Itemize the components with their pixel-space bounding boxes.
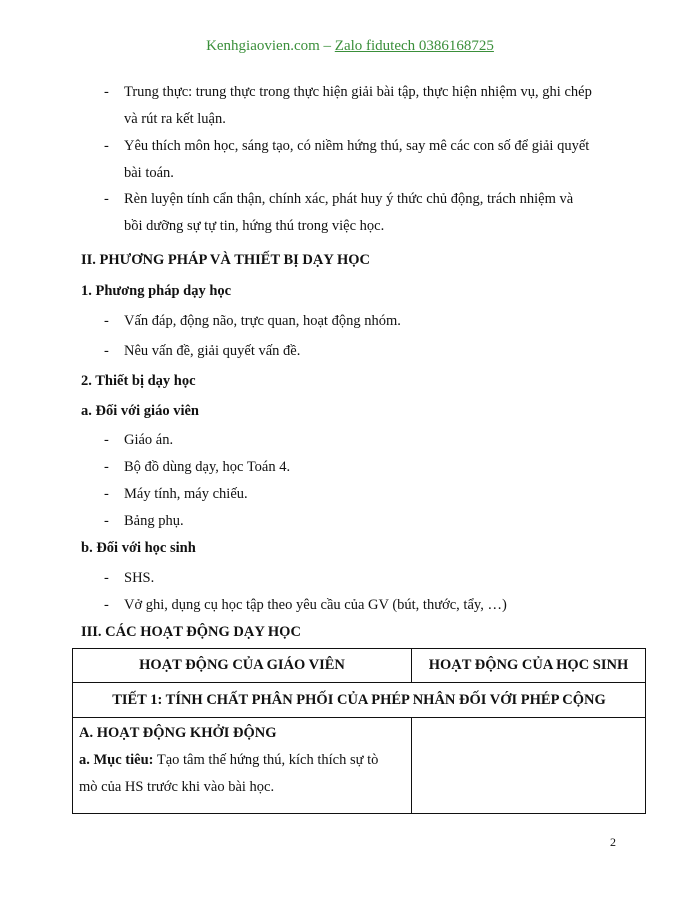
goal-line-1	[79, 747, 405, 774]
list-item: SHS.	[124, 570, 155, 586]
teacher-activity-cell	[73, 718, 412, 814]
list-item-cont: bài toán.	[124, 165, 174, 181]
goal-line-2: mò của HS trước khi vào bài học.	[79, 779, 275, 795]
bullet-dash: -	[104, 313, 109, 329]
subsection-methods: 1. Phương pháp dạy học	[81, 283, 232, 299]
activities-table	[72, 648, 646, 814]
page-number: 2	[610, 835, 616, 849]
list-item: Vở ghi, dụng cụ học tập theo yêu cầu của GV (bút, thước, tẩy, …)	[124, 597, 507, 613]
list-item-cont: bồi dưỡng sự tự tin, hứng thú trong việc học.	[124, 218, 385, 234]
student-equipment-title: b. Đối với học sinh	[81, 540, 196, 556]
list-item: Giáo án.	[124, 432, 174, 448]
bullet-dash: -	[104, 138, 109, 154]
teacher-equipment-title: a. Đối với giáo viên	[81, 403, 199, 419]
list-item: Trung thực: trung thực trong thực hiện giải bài tập, thực hiện nhiệm vụ, ghi chép	[124, 84, 592, 100]
list-item: Bảng phụ.	[124, 513, 184, 529]
list-item: Vấn đáp, động não, trực quan, hoạt động nhóm.	[124, 313, 401, 329]
list-item: Bộ đồ dùng dạy, học Toán 4.	[124, 459, 291, 475]
header-contact: Zalo fidutech 0386168725	[334, 38, 494, 54]
subsection-equipment: 2. Thiết bị dạy học	[81, 373, 196, 389]
list-item: Máy tính, máy chiếu.	[124, 486, 248, 502]
bullet-dash: -	[104, 459, 109, 475]
bullet-dash: -	[104, 597, 109, 613]
list-item-cont: và rút ra kết luận.	[124, 111, 226, 127]
bullet-dash: -	[104, 513, 109, 529]
col-header-teacher: HOẠT ĐỘNG CỦA GIÁO VIÊN	[73, 649, 412, 683]
section-2-title: II. PHƯƠNG PHÁP VÀ THIẾT BỊ DẠY HỌC	[81, 252, 370, 268]
activity-title: A. HOẠT ĐỘNG KHỞI ĐỘNG	[79, 725, 277, 741]
bullet-dash: -	[104, 191, 109, 207]
section-3-title: III. CÁC HOẠT ĐỘNG DẠY HỌC	[81, 624, 301, 640]
header-site: Kenhgiaovien.com	[206, 38, 320, 54]
page-header	[0, 38, 700, 55]
header-separator: –	[319, 38, 335, 54]
bullet-dash: -	[104, 570, 109, 586]
list-item: Yêu thích môn học, sáng tạo, có niềm hứng thú, say mê các con số để giải quyết	[124, 138, 590, 154]
col-header-student: HOẠT ĐỘNG CỦA HỌC SINH	[412, 649, 646, 683]
goal-text: Tạo tâm thế hứng thú, kích thích sự tò	[153, 752, 379, 768]
goal-label: a. Mục tiêu:	[79, 752, 154, 768]
bullet-dash: -	[104, 486, 109, 502]
bullet-dash: -	[104, 84, 109, 100]
lesson-title: TIẾT 1: TÍNH CHẤT PHÂN PHỐI CỦA PHÉP NHÂN ĐỐI VỚI PHÉP CỘNG	[73, 683, 646, 718]
list-item: Rèn luyện tính cẩn thận, chính xác, phát huy ý thức chủ động, trách nhiệm và	[124, 191, 574, 207]
student-activity-cell	[412, 718, 646, 814]
list-item: Nêu vấn đề, giải quyết vấn đề.	[124, 343, 301, 359]
bullet-dash: -	[104, 432, 109, 448]
bullet-dash: -	[104, 343, 109, 359]
